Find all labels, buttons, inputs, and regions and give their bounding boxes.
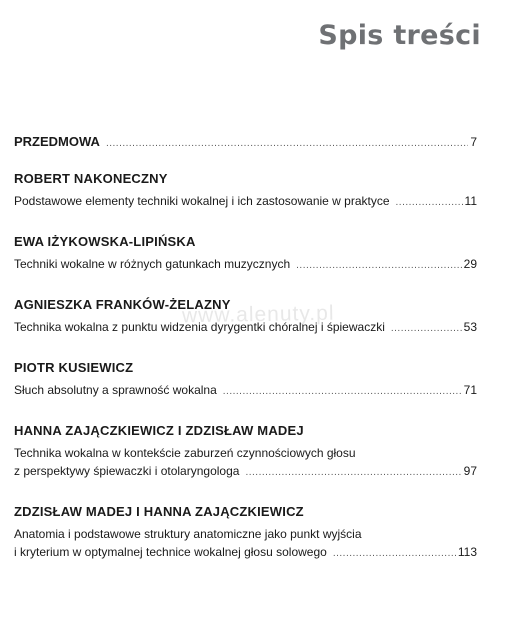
dot-leader	[396, 194, 463, 212]
page-number: 53	[463, 320, 477, 334]
chapter-author: ROBERT NAKONECZNY	[14, 171, 168, 186]
page-number: 7	[470, 135, 477, 149]
toc-entry	[14, 234, 477, 275]
chapter-title-cont: z perspektywy śpiewaczki i otolaryngologa	[14, 464, 240, 478]
dot-leader	[245, 464, 461, 482]
toc-entry	[14, 360, 477, 401]
dot-leader	[106, 135, 468, 153]
page-number: 29	[463, 257, 477, 271]
toc-line	[14, 192, 477, 212]
toc-entry-preface	[14, 133, 477, 153]
toc-line	[14, 318, 477, 338]
dot-leader	[333, 545, 456, 563]
page-number: 113	[457, 545, 477, 559]
toc-line	[14, 543, 477, 563]
watermark: www.alenuty.pl	[181, 301, 335, 328]
preface-label: PRZEDMOWA	[14, 134, 100, 149]
page-title: Spis treści	[318, 20, 481, 51]
dot-leader	[223, 383, 462, 401]
page-number: 97	[463, 464, 477, 478]
page-number: 11	[464, 194, 477, 208]
chapter-title: Technika wokalna w kontekście zaburzeń czynnościowych głosu	[14, 446, 356, 460]
chapter-author: EWA IŻYKOWSKA-LIPIŃSKA	[14, 234, 196, 249]
toc-entry	[14, 504, 477, 563]
chapter-author: HANNA ZAJĄCZKIEWICZ I ZDZISŁAW MADEJ	[14, 423, 304, 438]
toc-line	[14, 462, 477, 482]
page-number: 71	[463, 383, 477, 397]
dot-leader	[296, 257, 462, 275]
chapter-title: Anatomia i podstawowe struktury anatomiczne jako punkt wyjścia	[14, 527, 362, 541]
table-of-contents	[14, 133, 477, 585]
chapter-author: PIOTR KUSIEWICZ	[14, 360, 134, 375]
toc-line	[14, 381, 477, 401]
chapter-title-cont: i kryterium w optymalnej technice wokalnej głosu solowego	[14, 545, 327, 559]
toc-entry	[14, 297, 477, 338]
dot-leader	[391, 320, 462, 338]
chapter-title: Techniki wokalne w różnych gatunkach muzycznych	[14, 257, 291, 271]
chapter-author: AGNIESZKA FRANKÓW-ŻELAZNY	[14, 297, 231, 312]
toc-entry	[14, 171, 477, 212]
toc-entry	[14, 423, 477, 482]
chapter-title: Słuch absolutny a sprawność wokalna	[14, 383, 217, 397]
toc-line	[14, 255, 477, 275]
toc-line	[14, 133, 477, 153]
chapter-title: Technika wokalna z punktu widzenia dyrygentki chóralnej i śpiewaczki	[14, 320, 385, 334]
chapter-title: Podstawowe elementy techniki wokalnej i ich zastosowanie w praktyce	[14, 194, 390, 208]
chapter-author: ZDZISŁAW MADEJ I HANNA ZAJĄCZKIEWICZ	[14, 504, 304, 519]
